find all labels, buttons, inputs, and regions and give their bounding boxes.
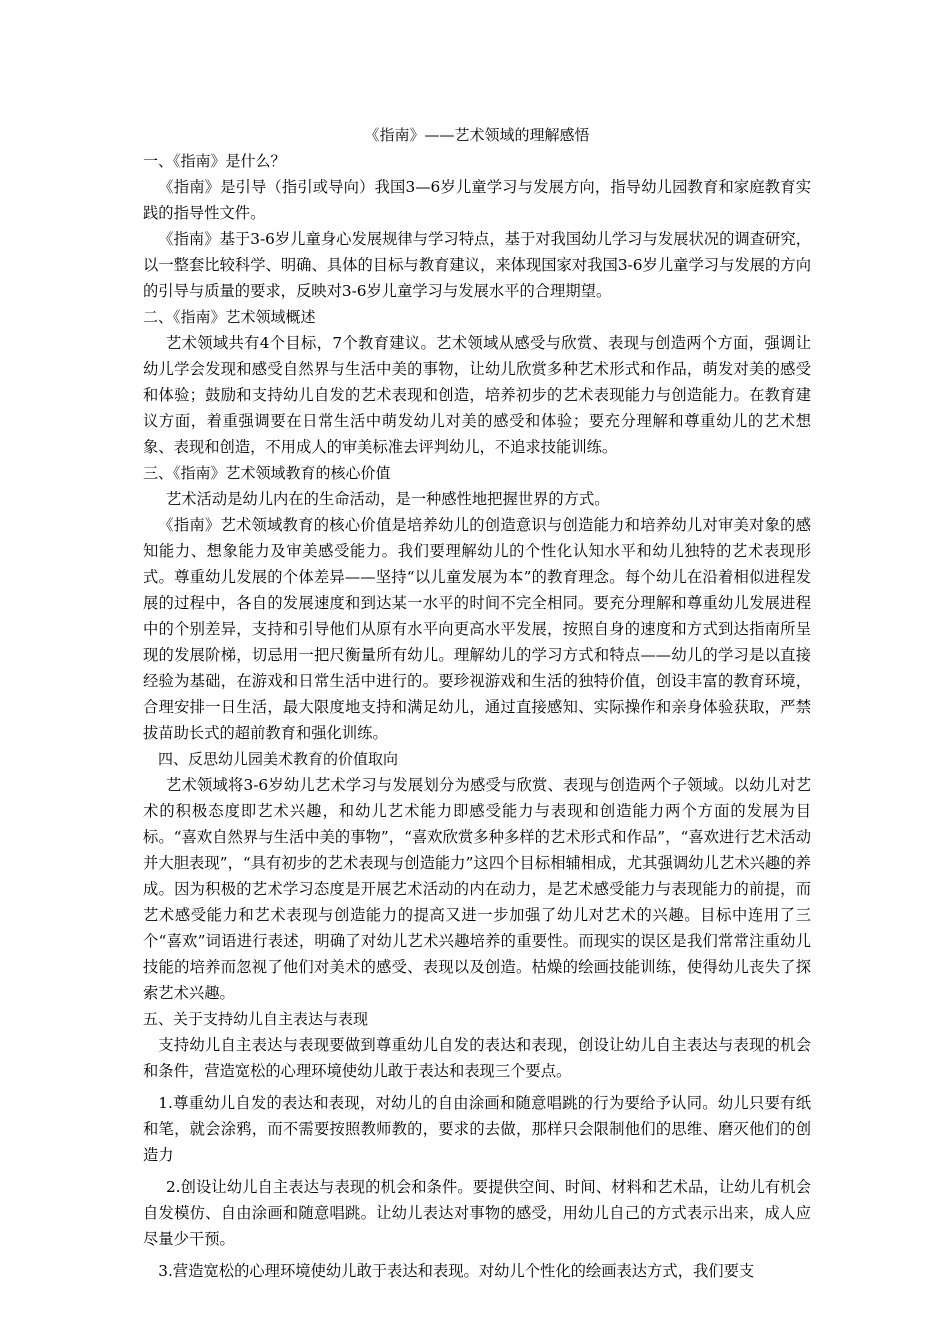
paragraph: 《指南》基于3-6岁儿童身心发展规律与学习特点，基于对我国幼儿学习与发展状况的调查研究，以一整套比较科学、明确、具体的目标与教育建议，来体现国家对我国3-6岁儿童学习与发展的方向的引导与质量的要求，反映对3-6岁儿童学习与发展水平的合理期望。 (143, 230, 811, 300)
paragraph: 《指南》艺术领域教育的核心价值是培养幼儿的创造意识与创造能力和培养幼儿对审美对象的感知能力、想象能力及审美感受能力。我们要理解幼儿的个性化认知水平和幼儿独特的艺术表现形式。尊重幼儿发展的个体差异——坚持“以儿童发展为本”的教育理念。每个幼儿在沿着相似进程发展的过程中，各自的发展速度和到达某一水平的时间不完全相同。要充分理解和尊重幼儿发展进程中的个别差异，支持和引导他们从原有水平向更高水平发展，按照自身的速度和方式到达指南所呈现的发展阶梯，切忌用一把尺衡量所有幼儿。理解幼儿的学习方式和特点——幼儿的学习是以直接经验为基础，在游戏和日常生活中进行的。要珍视游戏和生活的独特价值，创设丰富的教育环境，合理安排一日生活，最大限度地支持和满足幼儿，通过直接感知、实际操作和亲身体验获取，严禁拔苗助长式的超前教育和强化训练。 (143, 516, 811, 742)
list-item: 1.尊重幼儿自发的表达和表现，对幼儿的自由涂画和随意唱跳的行为要给予认同。幼儿只要有纸和笔，就会涂鸦，而不需要按照教师教的，要求的去做，那样只会限制他们的思维、磨灭他们的创造力 (143, 1094, 811, 1164)
paragraph: 艺术领域将3-6岁幼儿艺术学习与发展划分为感受与欣赏、表现与创造两个子领域。以幼儿对艺术的积极态度即艺术兴趣，和幼儿艺术能力即感受能力与表现和创造能力两个方面的发展为目标。“喜欢自然界与生活中美的事物”，“喜欢欣赏多种多样的艺术形式和作品”，“喜欢进行艺术活动并大胆表现”，“具有初步的艺术表现与创造能力”这四个目标相辅相成，尤其强调幼儿艺术兴趣的养成。因为积极的艺术学习态度是开展艺术活动的内在动力，是艺术感受能力与表现能力的前提，而艺术感受能力和艺术表现与创造能力的提高又进一步加强了幼儿对艺术的兴趣。目标中连用了三个“喜欢”词语进行表述，明确了对幼儿艺术兴趣培养的重要性。而现实的误区是我们常常注重幼儿技能的培养而忽视了他们对美术的感受、表现以及创造。枯燥的绘画技能训练，使得幼儿丧失了探索艺术兴趣。 (143, 776, 811, 1002)
section-heading-2: 二、《指南》艺术领域概述 (143, 308, 316, 326)
document-title: 《指南》——艺术领域的理解感悟 (364, 126, 590, 144)
section-heading-5: 五、关于支持幼儿自主表达与表现 (143, 1010, 369, 1028)
paragraph: 艺术活动是幼儿内在的生命活动，是一种感性地把握世界的方式。 (165, 490, 610, 508)
list-item: 3.营造宽松的心理环境使幼儿敢于表达和表现。对幼儿个性化的绘画表达方式，我们要支 (158, 1262, 755, 1280)
section-heading-1: 一、《指南》是什么？ (143, 152, 286, 170)
paragraph: 《指南》是引导（指引或导向）我国3—6岁儿童学习与发展方向，指导幼儿园教育和家庭教育实践的指导性文件。 (143, 178, 811, 222)
paragraph: 艺术领域共有4个目标，7个教育建议。艺术领域从感受与欣赏、表现与创造两个方面，强调让幼儿学会发现和感受自然界与生活中美的事物，让幼儿欣赏多种艺术形式和作品，萌发对美的感受和体验；鼓励和支持幼儿自发的艺术表现和创造，培养初步的艺术表现能力与创造能力。在教育建议方面，着重强调要在日常生活中萌发幼儿对美的感受和体验；要充分理解和尊重幼儿的艺术想象、表现和创造，不用成人的审美标准去评判幼儿，不追求技能训练。 (143, 334, 811, 456)
section-heading-3: 三、《指南》艺术领域教育的核心价值 (143, 464, 391, 482)
list-item: 2.创设让幼儿自主表达与表现的机会和条件。要提供空间、时间、材料和艺术品，让幼儿有机会自发模仿、自由涂画和随意唱跳。让幼儿表达对事物的感受，用幼儿自己的方式表示出来，成人应尽量少干预。 (143, 1178, 811, 1248)
document-body (143, 122, 811, 1284)
paragraph: 支持幼儿自主表达与表现要做到尊重幼儿自发的表达和表现，创设让幼儿自主表达与表现的机会和条件，营造宽松的心理环境使幼儿敢于表达和表现三个要点。 (143, 1036, 811, 1080)
section-heading-4: 四、反思幼儿园美术教育的价值取向 (158, 750, 399, 768)
